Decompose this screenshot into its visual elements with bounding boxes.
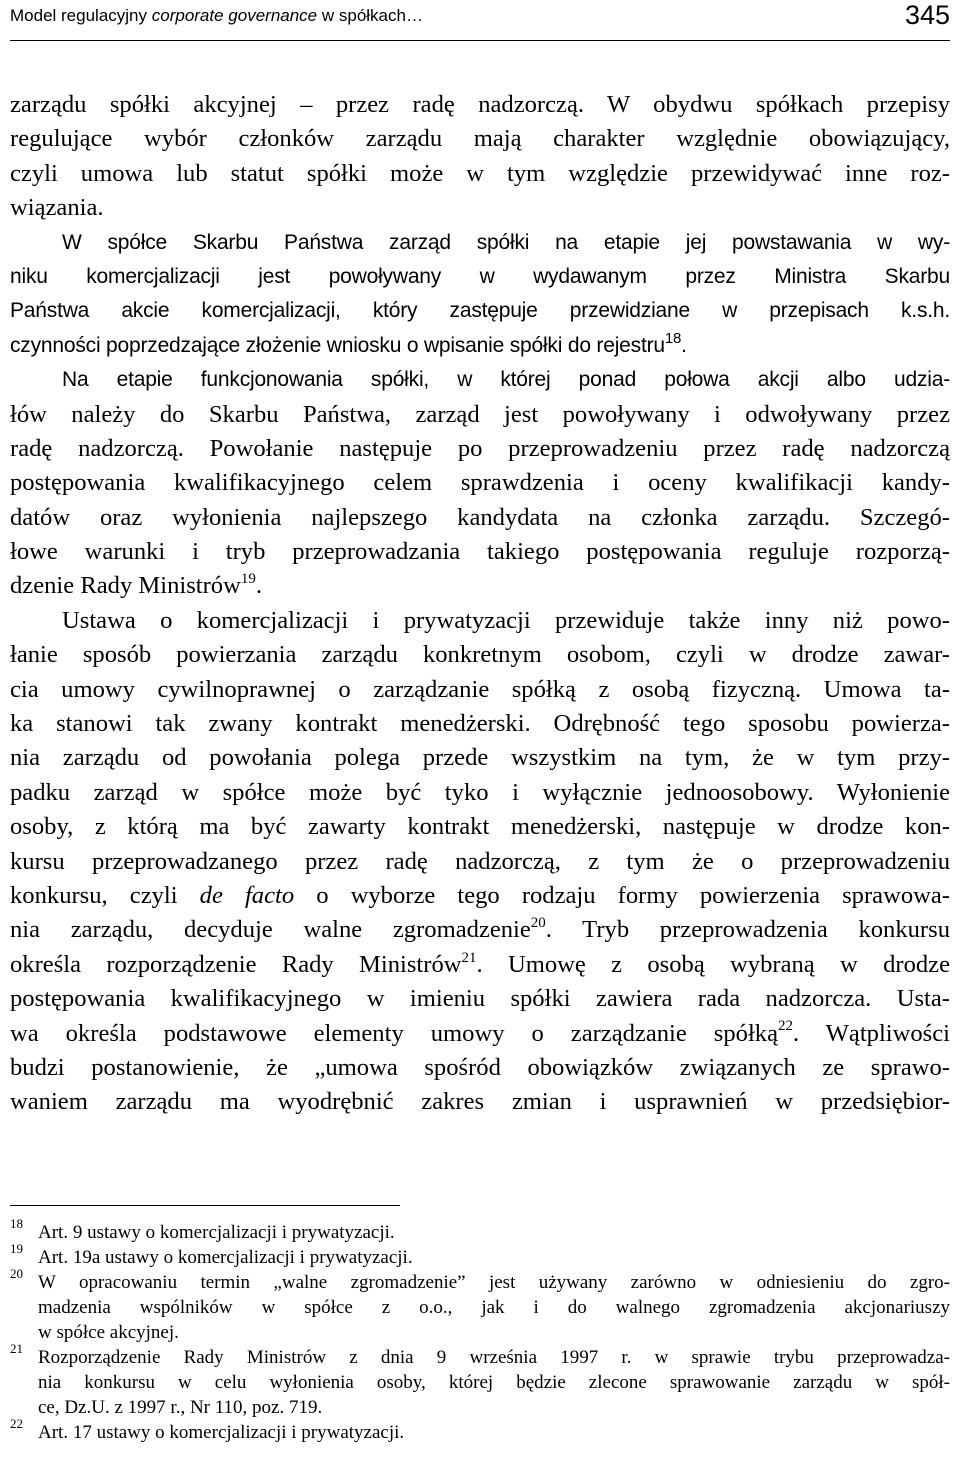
page-number: 345 (904, 0, 950, 30)
footnote-line: W opracowaniu termin „walne zgromadzenie” jest używany zarówno w odniesieniu do zgro- (38, 1272, 950, 1293)
text-line: łanie sposób powierzania zarządu konkretnym osobom, czyli w drodze zawar- (10, 641, 950, 669)
text-line: łowe warunki i tryb przeprowadzania takiego postępowania reguluje rozporzą- (10, 538, 950, 566)
footnote-number: 18 (10, 1216, 23, 1231)
footnote-line: w spółce akcyjnej. (38, 1322, 179, 1343)
running-title: Model regulacyjny corporate governance w spółkach… (10, 6, 423, 25)
footnote-21 (10, 1341, 950, 1420)
text-line: W spółce Skarbu Państwa zarząd spółki na etapie jej powstawania w wy- (62, 230, 950, 254)
footnote-20 (10, 1266, 950, 1345)
footnote-19 (10, 1241, 950, 1270)
text-line: wa określa podstawowe elementy umowy o zarządzanie spółką$^{22}$. Wątpliwości (10, 1018, 950, 1047)
footnote-22 (10, 1416, 950, 1445)
text-line: czyli umowa lub statut spółki może w tym względzie przewidywać inne roz- (10, 159, 950, 187)
text-line: dzenie Rady Ministrów$^{19}$. (10, 571, 263, 600)
text-line: postępowania kwalifikacyjnego w imieniu spółki zawiera rada nadzorcza. Usta- (10, 985, 950, 1013)
text-line: określa rozporządzenie Rady Ministrów$^{21}$. Umowę z osobą wybraną w drodze (10, 949, 951, 978)
footnote-ref[interactable]: 21 (461, 949, 477, 966)
footnote-line: nia konkursu w celu wyłonienia osoby, której będzie zlecone sprawowanie zarządu w spół- (38, 1372, 950, 1393)
text-line: Państwa akcie komercjalizacji, który zastępuje przewidziane w przepisach k.s.h. (10, 299, 950, 323)
text-line: datów oraz wyłonienia najlepszego kandydata na członka zarządu. Szczegó- (10, 503, 950, 531)
text-line: budzi postanowienie, że „umowa spośród obowiązków związanych ze sprawo- (10, 1053, 950, 1081)
footnote-line: ce, Dz.U. z 1997 r., Nr 110, poz. 719. (38, 1397, 323, 1418)
footnote-line: Art. 9 ustawy o komercjalizacji i prywatyzacji. (38, 1222, 395, 1243)
text-line: niku komercjalizacji jest powoływany w wydawanym przez Ministra Skarbu (10, 264, 950, 288)
text-line: cia umowy cywilnoprawnej o zarządzanie spółką z osobą fizyczną. Umowa ta- (10, 675, 950, 703)
text-line: Na etapie funkcjonowania spółki, w której ponad połowa akcji albo udzia- (62, 368, 950, 392)
text-line: zarządu spółki akcyjnej – przez radę nadzorczą. W obydwu spółkach przepisy (10, 91, 950, 118)
text-line: nia zarządu, decyduje walne zgromadzenie$^{20}$. Tryb przeprowadzenia konkursu (10, 915, 950, 944)
footnote-number: 22 (10, 1416, 23, 1431)
footnote-ref[interactable]: 22 (778, 1018, 793, 1035)
footnote-separator (10, 1205, 400, 1206)
footnote-line: Art. 19a ustawy o komercjalizacji i prywatyzacji. (38, 1247, 413, 1268)
footnote-line: Rozporządzenie Rady Ministrów z dnia 9 września 1997 r. w sprawie trybu przeprowadza- (38, 1347, 950, 1368)
footnote-ref[interactable]: 20 (530, 915, 546, 932)
running-header (10, 0, 950, 41)
footnotes (10, 1216, 950, 1445)
footnote-ref[interactable]: 18 (664, 329, 682, 347)
text-line: wiązania. (10, 194, 104, 222)
footnote-line: Art. 17 ustawy o komercjalizacji i prywatyzacji. (38, 1422, 405, 1443)
text-line: postępowania kwalifikacyjnego celem sprawdzenia i oceny kwalifikacji kandy- (10, 469, 950, 497)
text-line: Ustawa o komercjalizacji i prywatyzacji przewiduje także inny niż powo- (62, 606, 950, 634)
text-line: ka stanowi tak zwany kontrakt menedżerski. Odrębność tego sposobu powierza- (10, 710, 950, 738)
footnote-number: 19 (10, 1241, 23, 1256)
main-text (10, 88, 950, 1120)
text-line: padku zarząd w spółce może być tyko i wyłącznie jednoosobowy. Wyłonienie (10, 778, 950, 806)
italic-term: de facto (199, 881, 295, 909)
text-line: nia zarządu od powołania polega przede wszystkim na tym, że w tym przy- (10, 744, 950, 772)
text-line: osoby, z którą ma być zawarty kontrakt menedżerski, następuje w drodze kon- (10, 813, 950, 841)
text-line: konkursu, czyli de facto o wyborze tego rodzaju formy powierzenia sprawowa- (10, 881, 950, 909)
footnote-number: 20 (10, 1266, 23, 1281)
text-line: kursu przeprowadzanego przez radę nadzorczą, z tym że o przeprowadzeniu (10, 847, 950, 875)
text-line: czynności poprzedzające złożenie wniosku o wpisanie spółki do rejestru$^{18}$. (10, 329, 687, 357)
footnote-line: madzenia wspólników w spółce z o.o., jak i do walnego zgromadzenia akcjonariuszy (38, 1297, 950, 1318)
running-title-italic: corporate governance (151, 6, 318, 25)
footnote-number: 21 (10, 1341, 23, 1356)
text-line: waniem zarządu ma wyodrębnić zakres zmian i usprawnień w przedsiębior- (10, 1088, 950, 1116)
text-line: łów należy do Skarbu Państwa, zarząd jest powoływany i odwoływany przez (10, 400, 950, 428)
text-line: radę nadzorczą. Powołanie następuje po przeprowadzeniu przez radę nadzorczą (10, 434, 950, 462)
footnote-18 (10, 1216, 950, 1245)
text-line: regulujące wybór członków zarządu mają charakter względnie obowiązujący, (10, 125, 950, 153)
footnote-ref[interactable]: 19 (240, 571, 256, 588)
